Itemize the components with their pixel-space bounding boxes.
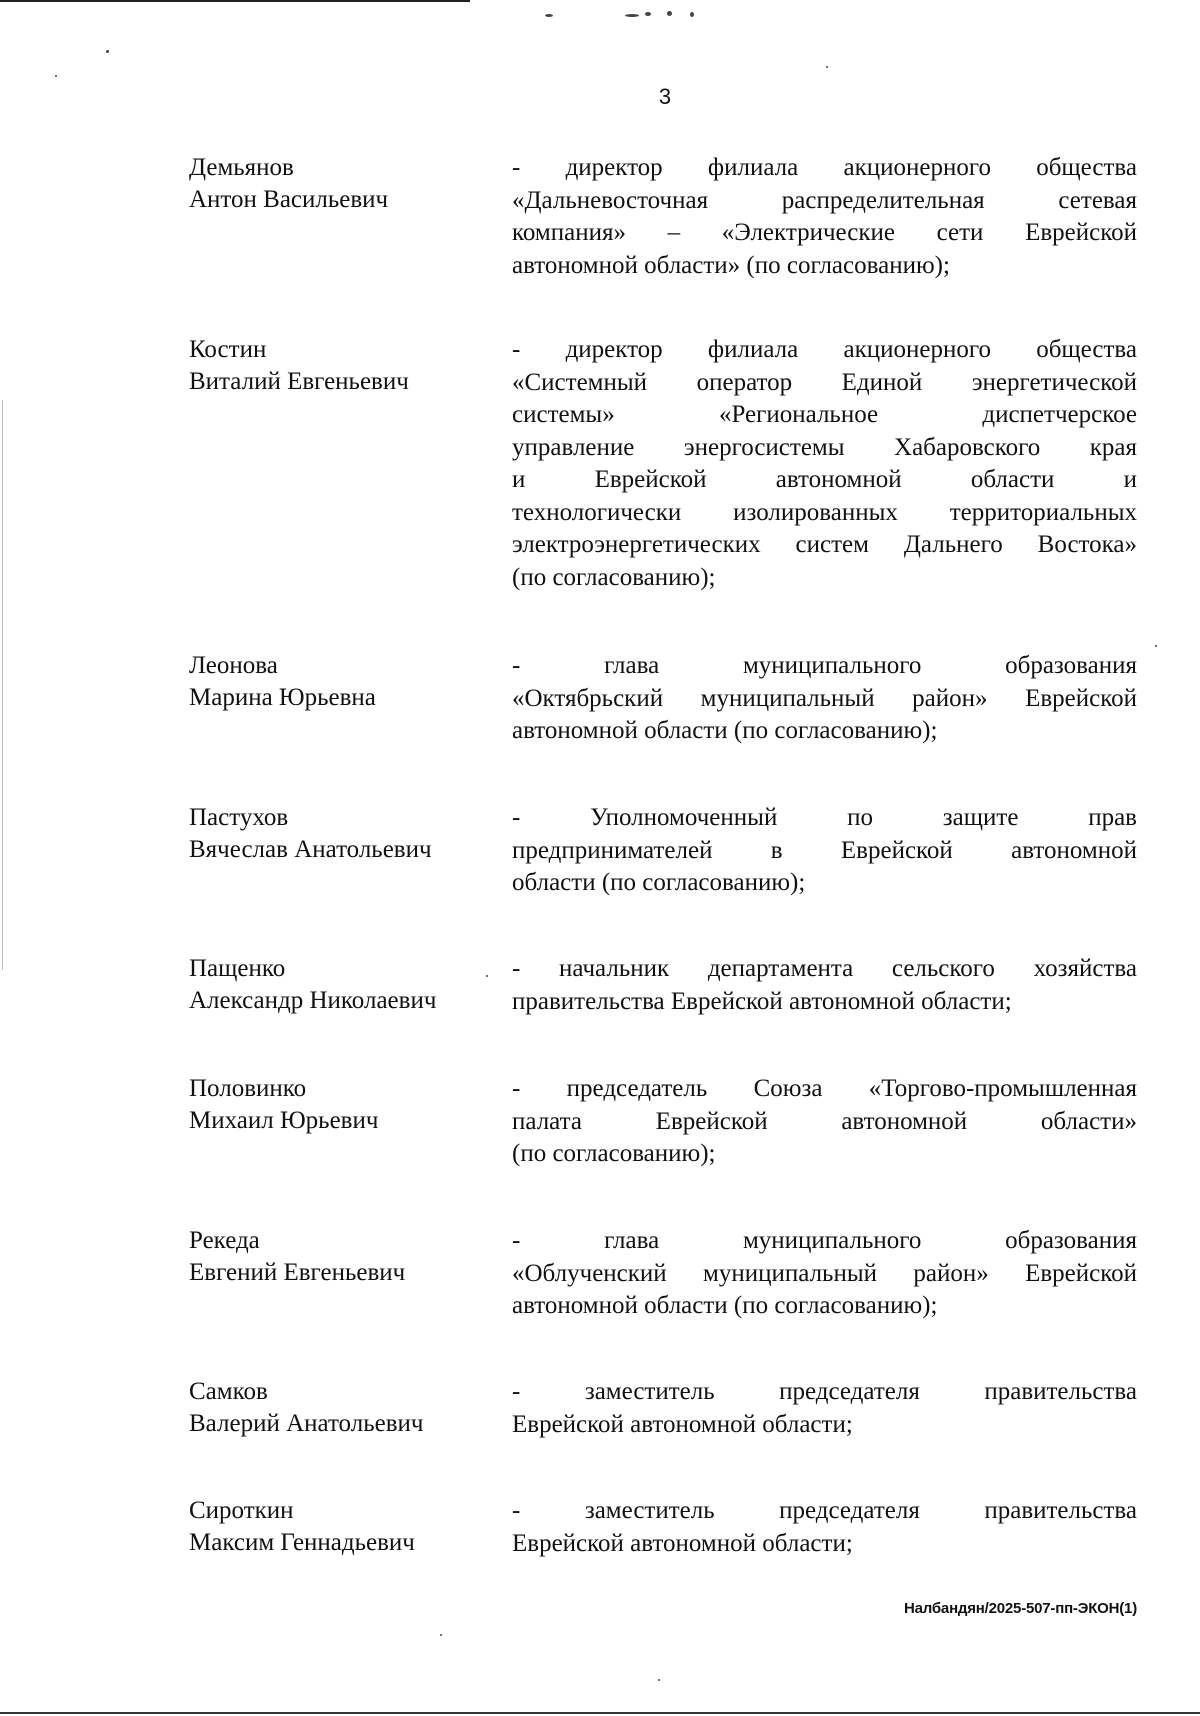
member-surname: Пастухов: [189, 804, 289, 831]
member-position: [512, 650, 1137, 748]
position-line: Еврейской автономной области;: [512, 1410, 853, 1438]
member-name: [189, 1376, 489, 1440]
position-line: правительства Еврейской автономной области;: [512, 987, 1012, 1015]
scan-edge-line-left: [2, 400, 3, 970]
scan-speck: [645, 12, 651, 16]
position-line: (по согласованию);: [512, 1140, 716, 1167]
scan-speck: [106, 50, 109, 53]
position-line: - заместитель председателя правительства: [512, 1378, 1137, 1405]
position-line: компания» – «Электрические сети Еврейской: [512, 219, 1137, 246]
position-line: - глава муниципального образования: [512, 1227, 1137, 1254]
member-surname: Самков: [189, 1378, 268, 1405]
position-line: «Облученский муниципальный район» Еврейской: [512, 1259, 1137, 1287]
position-line: электроэнергетических систем Дальнего Востока»: [512, 531, 1137, 558]
member-name: [189, 1495, 489, 1559]
document-reference: Налбандян/2025-507-пп-ЭКОН(1): [903, 1600, 1137, 1617]
member-position: [512, 152, 1137, 282]
member-given-names: Антон Васильевич: [189, 186, 389, 213]
member-given-names: Валерий Анатольевич: [189, 1410, 424, 1437]
member-given-names: Вячеслав Анатольевич: [189, 836, 432, 863]
position-line: системы» «Региональное диспетчерское: [512, 401, 1137, 428]
member-given-names: Александр Николаевич: [189, 987, 437, 1014]
position-line: автономной области (по согласованию);: [512, 717, 938, 744]
position-line: - заместитель председателя правительства: [512, 1497, 1137, 1524]
scan-speck: [625, 14, 639, 17]
position-line: «Дальневосточная распределительная сетевая: [512, 186, 1137, 214]
scan-edge-line-top: [0, 0, 470, 2]
member-position: [512, 953, 1137, 1018]
scan-speck: [55, 75, 57, 77]
scan-speck: [690, 12, 694, 17]
scan-edge-line-bottom: [0, 1712, 1200, 1714]
scan-speck: [658, 1679, 660, 1681]
position-line: «Системный оператор Единой энергетической: [512, 368, 1137, 396]
member-surname: Рекеда: [189, 1227, 260, 1254]
position-line: автономной области (по согласованию);: [512, 1292, 938, 1319]
position-line: предпринимателей в Еврейской автономной: [512, 836, 1137, 864]
member-name: [189, 152, 489, 216]
member-given-names: Евгений Евгеньевич: [189, 1259, 406, 1286]
member-surname: Демьянов: [189, 154, 294, 181]
member-name: [189, 802, 489, 866]
member-position: [512, 1225, 1137, 1323]
scan-speck: [440, 1634, 442, 1636]
member-given-names: Марина Юрьевна: [189, 684, 376, 711]
position-line: технологически изолированных территориальных: [512, 498, 1137, 526]
position-line: - Уполномоченный по защите прав: [512, 804, 1137, 831]
member-surname: Сироткин: [189, 1497, 294, 1524]
member-surname: Леонова: [189, 652, 278, 679]
member-surname: Половинко: [189, 1075, 307, 1102]
member-position: [512, 1376, 1137, 1441]
member-position: [512, 1495, 1137, 1560]
position-line: - директор филиала акционерного общества: [512, 336, 1137, 363]
scan-speck: [545, 14, 553, 17]
position-line: палата Еврейской автономной области»: [512, 1107, 1137, 1135]
member-position: [512, 334, 1137, 594]
member-name: [189, 650, 489, 714]
member-position: [512, 802, 1137, 900]
member-given-names: Максим Геннадьевич: [189, 1529, 415, 1556]
position-line: управление энергосистемы Хабаровского края: [512, 433, 1137, 461]
position-line: «Октябрьский муниципальный район» Еврейской: [512, 684, 1137, 712]
member-name: [189, 1073, 489, 1137]
position-line: - директор филиала акционерного общества: [512, 154, 1137, 181]
member-position: [512, 1073, 1137, 1171]
scan-speck: [667, 11, 672, 16]
scan-speck: [826, 66, 828, 68]
scan-speck: [1155, 645, 1157, 647]
member-surname: Пащенко: [189, 955, 286, 982]
position-line: - председатель Союза «Торгово-промышленная: [512, 1075, 1137, 1102]
page-number: 3: [658, 84, 672, 109]
member-surname: Костин: [189, 336, 267, 363]
member-given-names: Виталий Евгеньевич: [189, 368, 409, 395]
position-line: Еврейской автономной области;: [512, 1529, 853, 1557]
position-line: - начальник департамента сельского хозяйства: [512, 955, 1137, 982]
member-name: [189, 953, 489, 1017]
position-line: - глава муниципального образования: [512, 652, 1137, 679]
position-line: автономной области» (по согласованию);: [512, 251, 950, 279]
member-name: [189, 334, 489, 398]
position-line: области (по согласованию);: [512, 869, 806, 896]
member-name: [189, 1225, 489, 1289]
member-given-names: Михаил Юрьевич: [189, 1107, 379, 1134]
position-line: и Еврейской автономной области и: [512, 466, 1137, 493]
position-line: (по согласованию);: [512, 563, 716, 591]
